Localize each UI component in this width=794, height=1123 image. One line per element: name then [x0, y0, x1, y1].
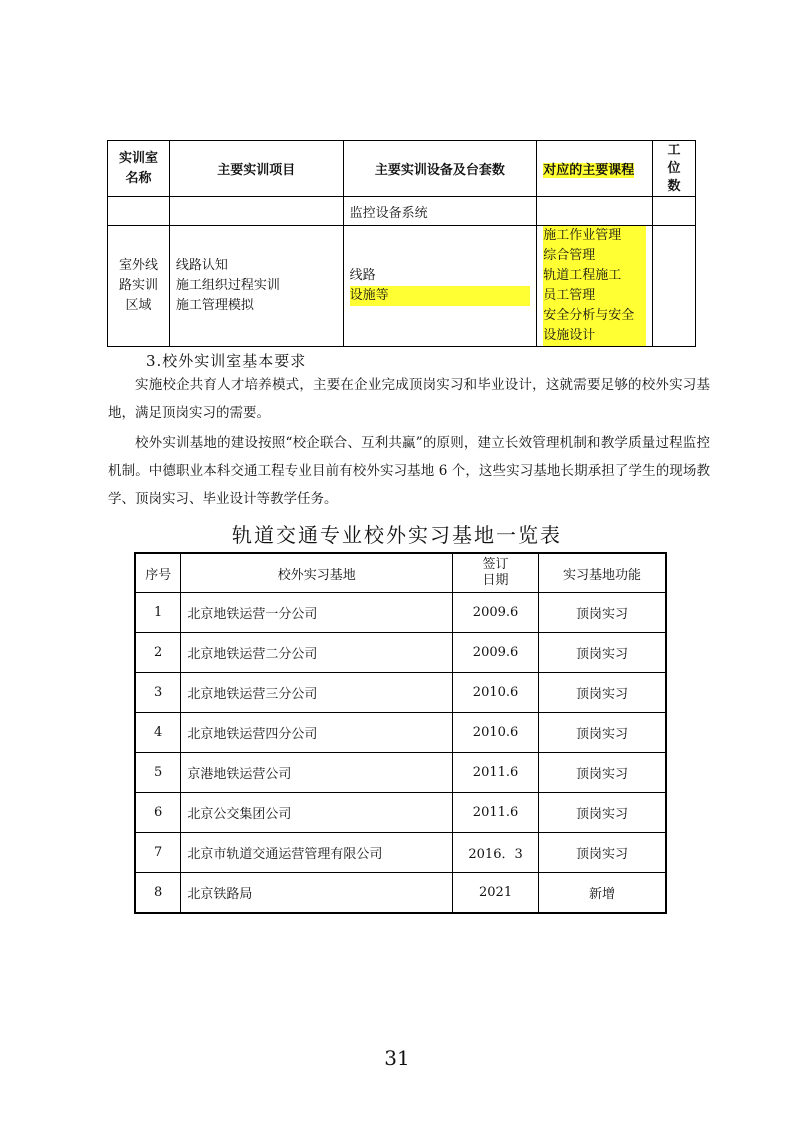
section-title: 3.校外实训室基本要求: [146, 352, 307, 370]
header-courses: 对应的主要课程: [537, 141, 653, 197]
cell-date: 2009.6: [453, 593, 539, 633]
training-room-table: [107, 140, 696, 347]
cell-no: 2: [135, 633, 181, 673]
cell-no: 7: [135, 833, 181, 873]
paragraph: 校外实训基地的建设按照“校企联合、互利共赢”的原则，建立长效管理机制和教学质量过程监控机制。中德职业本科交通工程专业目前有校外实习基地 6 个，这些实习基地长期承担了学生的现场教学、顶岗实习、毕业设计等教学任务。: [108, 435, 710, 507]
cell-base: 京港地铁运营公司: [181, 753, 453, 793]
cell-function: 新增: [538, 873, 666, 914]
cell-no: 4: [135, 713, 181, 753]
cell-function: 顶岗实习: [538, 713, 666, 753]
header-hours: 工 位 数: [653, 141, 696, 197]
header-base: 校外实习基地: [181, 553, 453, 593]
cell-base: 北京铁路局: [181, 873, 453, 914]
table-row: [135, 793, 666, 833]
cell-function: 顶岗实习: [538, 633, 666, 673]
cell-no: 5: [135, 753, 181, 793]
cell-equipment: 监控设备系统: [343, 197, 537, 226]
practice-base-table: [134, 552, 667, 914]
cell-base: 北京地铁运营一分公司: [181, 593, 453, 633]
cell-date: 2010.6: [453, 713, 539, 753]
cell-base: 北京市轨道交通运营管理有限公司: [181, 833, 453, 873]
header-date: 签订 日期: [453, 553, 539, 593]
cell-base: 北京公交集团公司: [181, 793, 453, 833]
page-number: 31: [384, 1046, 410, 1070]
table-row: [108, 226, 696, 347]
cell-function: 顶岗实习: [538, 593, 666, 633]
cell-equipment: 线路 设施等: [343, 226, 537, 347]
cell-no: 3: [135, 673, 181, 713]
table-header-row: [108, 141, 696, 197]
header-equipment: 主要实训设备及台套数: [343, 141, 537, 197]
table-row: [135, 713, 666, 753]
table-row: [135, 833, 666, 873]
table-row: [135, 633, 666, 673]
cell-no: 8: [135, 873, 181, 914]
header-room-name: 实训室 名称: [108, 141, 170, 197]
header-function: 实习基地功能: [538, 553, 666, 593]
cell-function: 顶岗实习: [538, 833, 666, 873]
paragraph: 实施校企共育人才培养模式，主要在企业完成顶岗实习和毕业设计，这就需要足够的校外实习基地，满足顶岗实习的需要。: [108, 377, 710, 421]
header-no: 序号: [135, 553, 181, 593]
header-projects: 主要实训项目: [169, 141, 343, 197]
cell-base: 北京地铁运营三分公司: [181, 673, 453, 713]
cell-room: 室外线 路实训 区域: [108, 226, 170, 347]
cell-base: 北京地铁运营四分公司: [181, 713, 453, 753]
table-title: 轨道交通专业校外实习基地一览表: [232, 523, 562, 547]
cell-courses: [537, 197, 653, 226]
cell-date: 2009.6: [453, 633, 539, 673]
cell-date: 2011.6: [453, 793, 539, 833]
cell-hours: [653, 226, 696, 347]
table-row: [135, 753, 666, 793]
cell-no: 1: [135, 593, 181, 633]
table-row: [108, 197, 696, 226]
table-row: [135, 673, 666, 713]
cell-projects: [169, 197, 343, 226]
cell-room: [108, 197, 170, 226]
cell-date: 2011.6: [453, 753, 539, 793]
cell-function: 顶岗实习: [538, 673, 666, 713]
cell-date: 2010.6: [453, 673, 539, 713]
cell-date: 2021: [453, 873, 539, 914]
cell-function: 顶岗实习: [538, 793, 666, 833]
cell-hours: [653, 197, 696, 226]
cell-no: 6: [135, 793, 181, 833]
cell-projects: 线路认知 施工组织过程实训 施工管理模拟: [169, 226, 343, 347]
cell-date: 2016．3: [453, 833, 539, 873]
cell-base: 北京地铁运营二分公司: [181, 633, 453, 673]
table-row: [135, 873, 666, 914]
cell-function: 顶岗实习: [538, 753, 666, 793]
table-row: [135, 593, 666, 633]
table-header-row: [135, 553, 666, 593]
cell-courses: 施工作业管理 综合管理 轨道工程施工 员工管理 安全分析与安全 设施设计: [537, 226, 653, 347]
